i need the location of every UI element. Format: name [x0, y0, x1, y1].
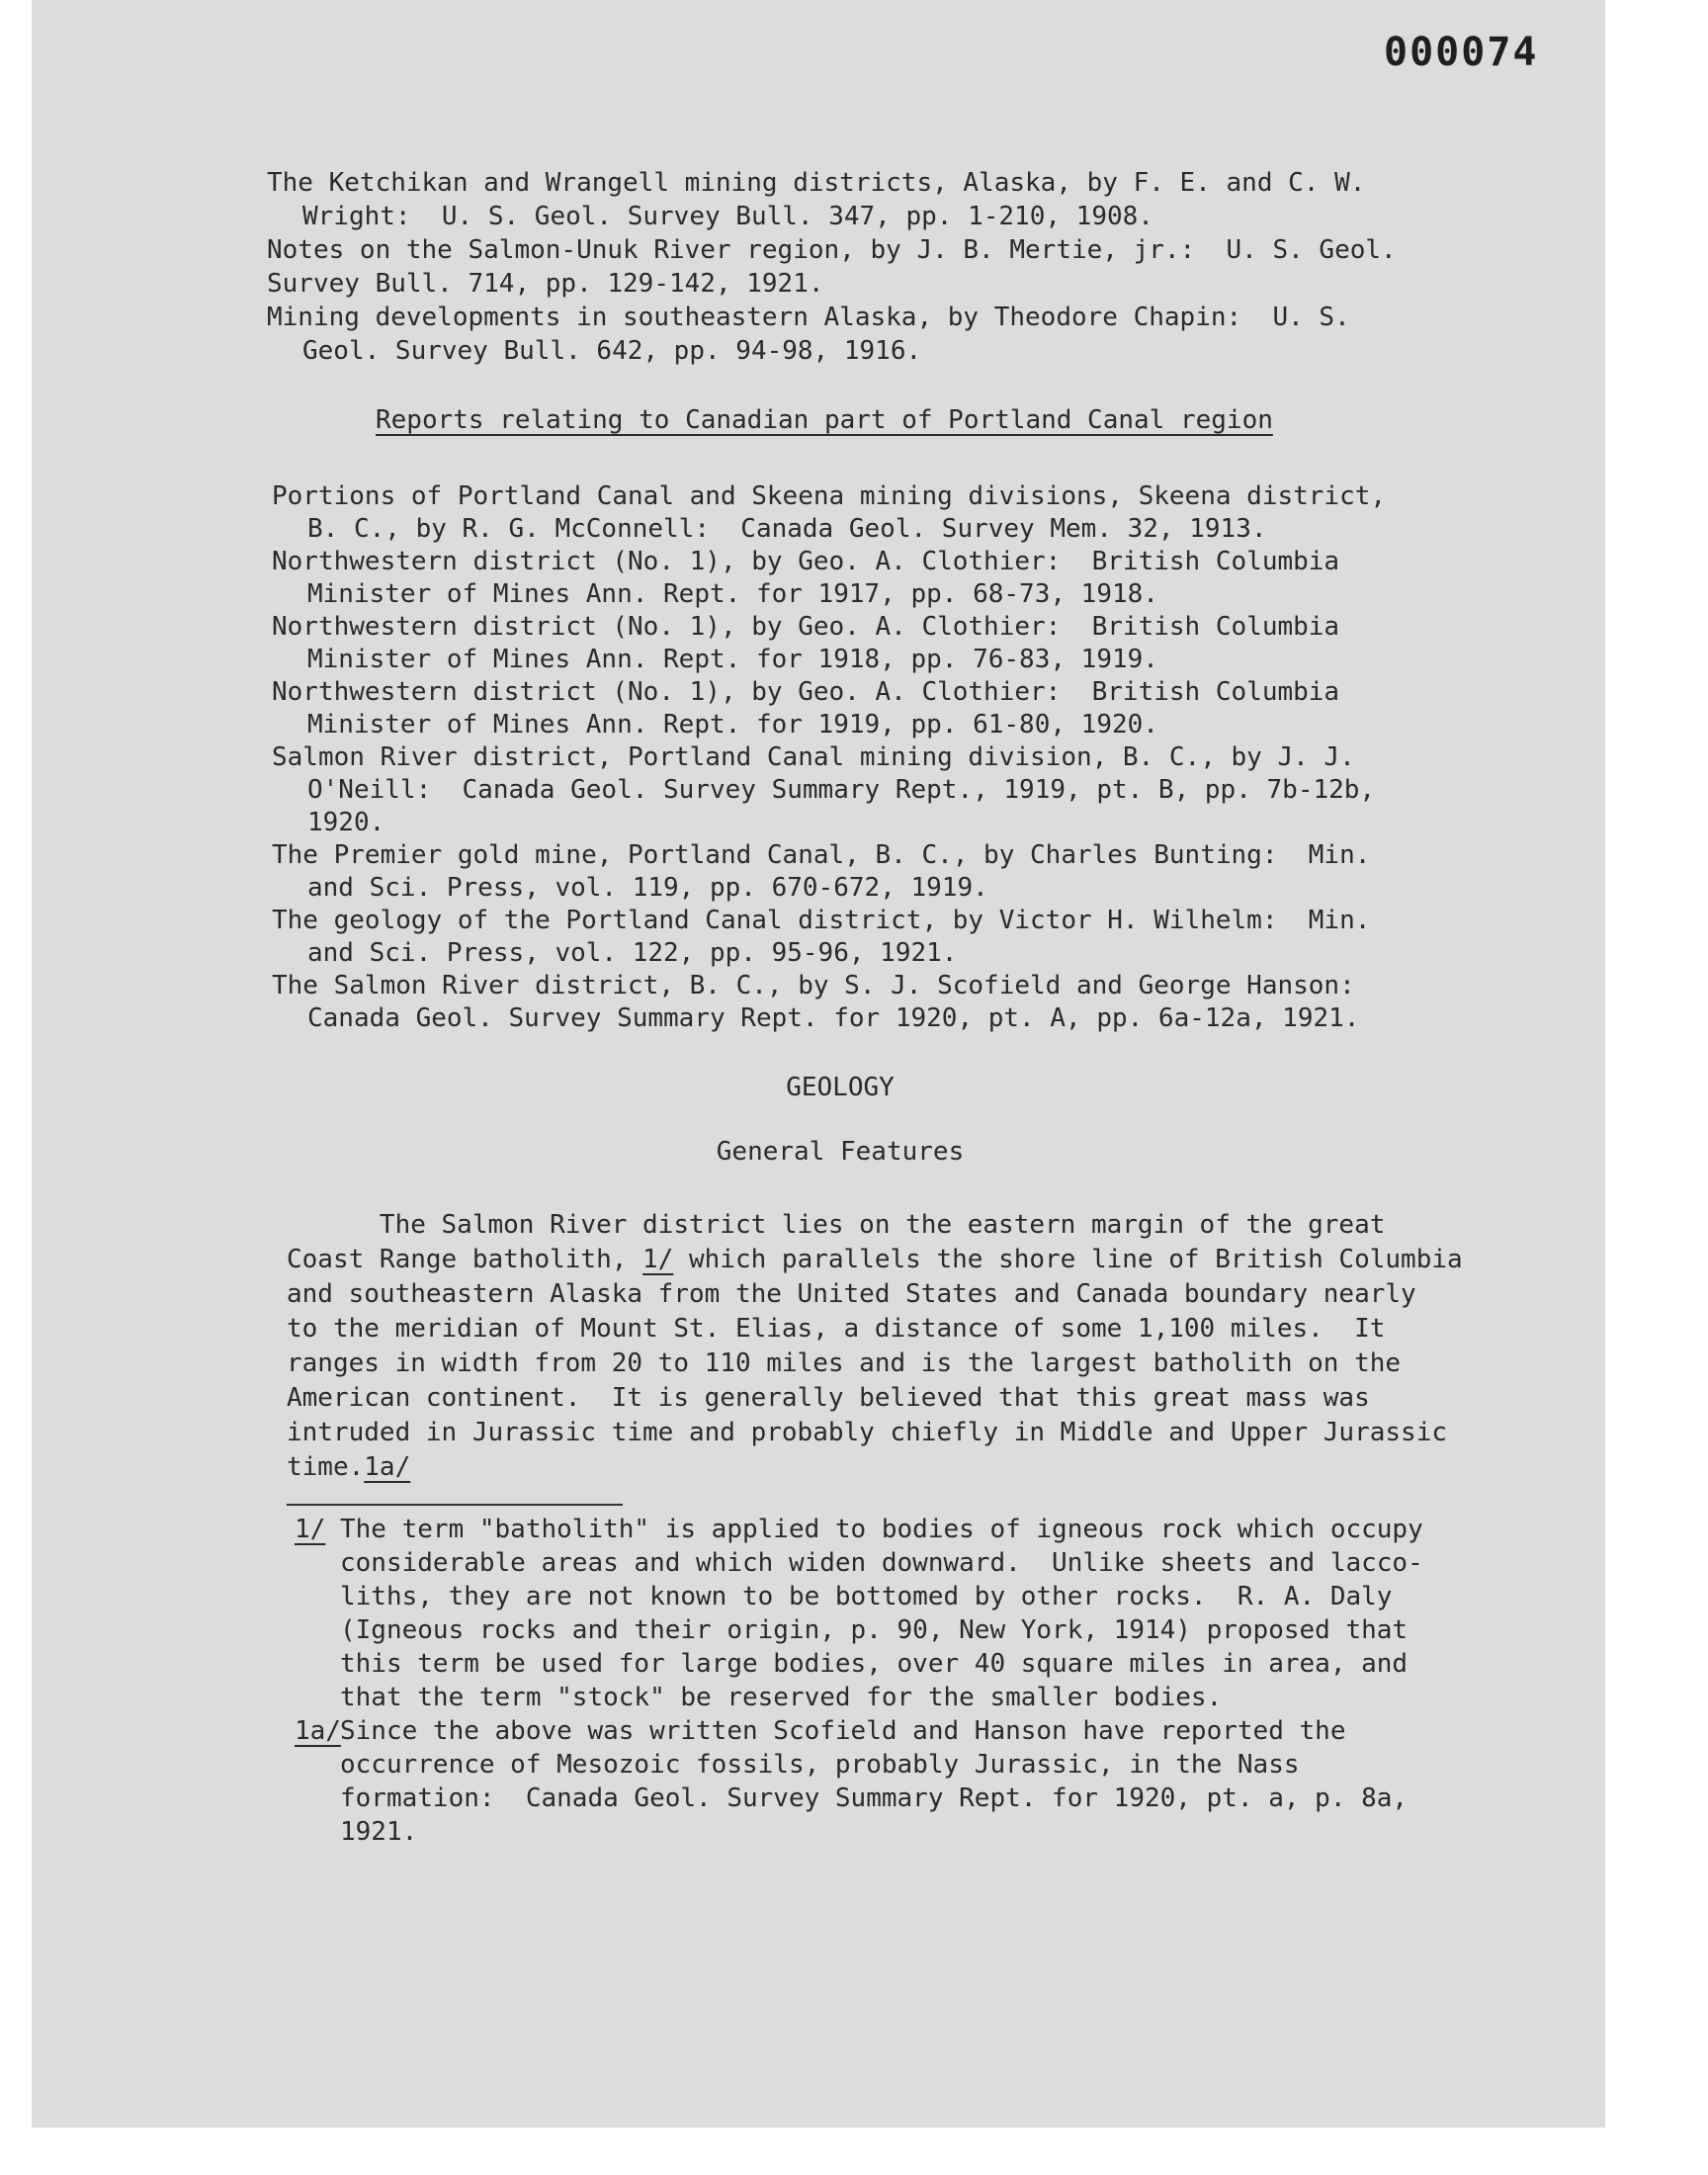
footnote-line: 1921. [340, 1817, 418, 1847]
reference-line: Northwestern district (No. 1), by Geo. A. Clothier: British Columbia [272, 677, 1340, 707]
reference-line: Notes on the Salmon-Unuk River region, by J. B. Mertie, jr.: U. S. Geol. [267, 235, 1397, 265]
paragraph-text: Coast Range batholith, [287, 1245, 643, 1274]
reference-entry [267, 233, 1397, 301]
reference-line: The geology of the Portland Canal district, by Victor H. Wilhelm: Min. [272, 906, 1371, 935]
footnote-line: formation: Canada Geol. Survey Summary Rept. for 1920, pt. a, p. 8a, [340, 1784, 1409, 1813]
reference-line: B. C., by R. G. McConnell: Canada Geol. Survey Mem. 32, 1913. [307, 514, 1267, 544]
footnote-line: (Igneous rocks and their origin, p. 90, New York, 1914) proposed that [340, 1615, 1409, 1645]
page-number: 000074 [1384, 30, 1539, 75]
reference-entry [267, 166, 1397, 233]
paragraph-text: time. [287, 1452, 365, 1482]
us-references [267, 166, 1397, 368]
reference-line: Minister of Mines Ann. Rept. for 1918, pp. 76-83, 1919. [307, 645, 1158, 674]
reference-entry [272, 741, 1386, 839]
reference-entry [272, 676, 1386, 741]
reference-line: and Sci. Press, vol. 119, pp. 670-672, 1919. [307, 873, 988, 903]
reference-entry [267, 301, 1397, 368]
reference-entry [272, 905, 1386, 970]
subsection-title: General Features [716, 1137, 965, 1167]
reference-entry [272, 480, 1386, 546]
footnote-line: Since the above was written Scofield and Hanson have reported the [340, 1716, 1346, 1746]
reference-line: Mining developments in southeastern Alaska, by Theodore Chapin: U. S. [267, 303, 1350, 332]
reference-line: Salmon River district, Portland Canal mining division, B. C., by J. J. [272, 742, 1355, 772]
paragraph-line: The Salmon River district lies on the eastern margin of the great [287, 1210, 1386, 1240]
reference-line: Minister of Mines Ann. Rept. for 1917, pp. 68-73, 1918. [307, 579, 1158, 609]
reference-line: Northwestern district (No. 1), by Geo. A. Clothier: British Columbia [272, 612, 1340, 642]
reference-line: Northwestern district (No. 1), by Geo. A. Clothier: British Columbia [272, 547, 1340, 576]
reference-line: Wright: U. S. Geol. Survey Bull. 347, pp. 1-210, 1908. [302, 202, 1153, 231]
paragraph-line: intruded in Jurassic time and probably chiefly in Middle and Upper Jurassic [287, 1418, 1447, 1447]
canadian-references [272, 480, 1386, 1035]
footnote-line: considerable areas and which widen downward. Unlike sheets and lacco- [340, 1548, 1423, 1578]
paragraph-line [287, 1450, 1463, 1485]
section-title: GEOLOGY [786, 1073, 895, 1102]
footnote-line: this term be used for large bodies, over 40 square miles in area, and [340, 1649, 1409, 1679]
reference-entry [272, 611, 1386, 676]
footnote-line: occurrence of Mesozoic fossils, probably Jurassic, in the Nass [340, 1750, 1300, 1780]
paragraph-line: to the meridian of Mount St. Elias, a distance of some 1,100 miles. It [287, 1314, 1386, 1344]
reference-entry [272, 970, 1386, 1035]
footnote-line: The term "batholith" is applied to bodies of igneous rock which occupy [340, 1515, 1423, 1544]
paragraph-line [287, 1243, 1463, 1277]
reference-line: Minister of Mines Ann. Rept. for 1919, pp. 61-80, 1920. [307, 710, 1158, 740]
footnote-reference: 1a/ [364, 1452, 411, 1482]
reference-line: The Premier gold mine, Portland Canal, B. C., by Charles Bunting: Min. [272, 840, 1371, 870]
canadian-reports-heading: Reports relating to Canadian part of Portland Canal region [376, 405, 1273, 435]
reference-line: Canada Geol. Survey Summary Rept. for 1920, pt. A, pp. 6a-12a, 1921. [307, 1003, 1360, 1033]
paragraph-line: American continent. It is generally believed that this great mass was [287, 1383, 1370, 1413]
reference-line: and Sci. Press, vol. 122, pp. 95-96, 1921. [307, 938, 958, 968]
footnote-marker: 1a/ [295, 1716, 341, 1746]
reference-line: Geol. Survey Bull. 642, pp. 94-98, 1916. [302, 336, 922, 366]
reference-entry [272, 839, 1386, 905]
reference-line: The Ketchikan and Wrangell mining districts, Alaska, by F. E. and C. W. [267, 168, 1366, 198]
reference-line: The Salmon River district, B. C., by S. J. Scofield and George Hanson: [272, 971, 1355, 1000]
reference-entry [272, 546, 1386, 611]
reference-line: O'Neill: Canada Geol. Survey Summary Rept., 1919, pt. B, pp. 7b-12b, [307, 775, 1376, 805]
reference-line: Portions of Portland Canal and Skeena mining divisions, Skeena district, [272, 481, 1387, 511]
paragraph-text: which parallels the shore line of British Columbia [673, 1245, 1463, 1274]
paragraph-line: ranges in width from 20 to 110 miles and is the largest batholith on the [287, 1348, 1402, 1378]
footnote-marker: 1/ [295, 1515, 326, 1544]
footnote-reference: 1/ [642, 1245, 674, 1274]
footnote-line: that the term "stock" be reserved for the smaller bodies. [340, 1683, 1223, 1712]
reference-line: Survey Bull. 714, pp. 129-142, 1921. [267, 269, 824, 299]
paragraph-line: and southeastern Alaska from the United States and Canada boundary nearly [287, 1279, 1416, 1309]
body-paragraph [287, 1208, 1463, 1485]
reference-line: 1920. [307, 808, 385, 837]
footnote-line: liths, they are not known to be bottomed by other rocks. R. A. Daly [340, 1582, 1393, 1611]
footnote-separator [287, 1504, 623, 1506]
